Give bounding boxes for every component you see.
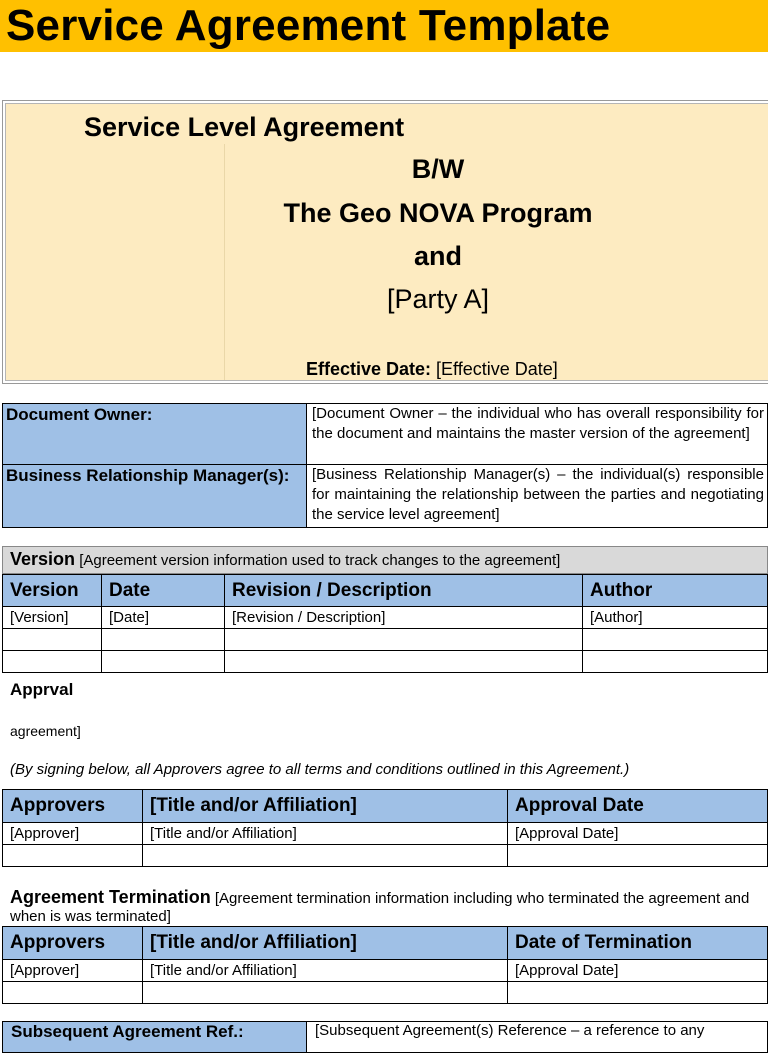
termination-section-header bbox=[10, 888, 750, 926]
approval-subtext: agreement] bbox=[10, 723, 81, 739]
brm-label: Business Relationship Manager(s): bbox=[3, 465, 307, 528]
table-header-row bbox=[3, 927, 768, 960]
subsequent-agreement-value[interactable]: [Subsequent Agreement(s) Reference – a reference to any bbox=[307, 1022, 768, 1053]
table-header-row bbox=[3, 575, 768, 607]
version-title: Version bbox=[10, 549, 76, 569]
table-row bbox=[3, 982, 768, 1004]
empty-cell[interactable] bbox=[508, 982, 768, 1004]
version-description: [Agreement version information used to track changes to the agreement] bbox=[75, 552, 561, 569]
title-banner bbox=[0, 0, 768, 52]
col-header-title-affiliation: [Title and/or Affiliation] bbox=[143, 790, 508, 823]
document-title: Service Agreement Template bbox=[6, 1, 611, 50]
cell-approver[interactable]: [Approver] bbox=[3, 823, 143, 845]
col-header-title-affiliation: [Title and/or Affiliation] bbox=[143, 927, 508, 960]
table-row bbox=[3, 607, 768, 629]
cover-box bbox=[2, 100, 768, 384]
col-header-approvers: Approvers bbox=[3, 927, 143, 960]
termination-description: [Agreement termination information including who terminated the agreement and when is was terminated] bbox=[10, 890, 750, 925]
document-owner-value[interactable]: [Document Owner – the individual who has overall responsibility for the document and maintains the master version of the agreement] bbox=[307, 404, 768, 465]
cell-revision[interactable]: [Revision / Description] bbox=[225, 607, 583, 629]
version-section-header bbox=[2, 546, 768, 574]
empty-cell[interactable] bbox=[508, 845, 768, 867]
cell-title-affiliation[interactable]: [Title and/or Affiliation] bbox=[143, 960, 508, 982]
subsequent-agreement-table bbox=[2, 1021, 768, 1053]
cell-date[interactable]: [Date] bbox=[102, 607, 225, 629]
cell-approver[interactable]: [Approver] bbox=[3, 960, 143, 982]
table-row bbox=[3, 845, 768, 867]
party-name: [Party A] bbox=[386, 284, 490, 314]
empty-cell[interactable] bbox=[102, 651, 225, 673]
empty-cell[interactable] bbox=[583, 651, 768, 673]
cell-title-affiliation[interactable]: [Title and/or Affiliation] bbox=[143, 823, 508, 845]
table-row bbox=[3, 823, 768, 845]
effective-date bbox=[306, 359, 558, 380]
termination-title: Agreement Termination bbox=[10, 887, 211, 907]
col-header-version: Version bbox=[3, 575, 102, 607]
col-header-approvers: Approvers bbox=[3, 790, 143, 823]
cover-panel bbox=[5, 103, 768, 381]
table-row bbox=[3, 651, 768, 673]
empty-cell[interactable] bbox=[102, 629, 225, 651]
col-header-revision: Revision / Description bbox=[225, 575, 583, 607]
cell-version[interactable]: [Version] bbox=[3, 607, 102, 629]
empty-cell[interactable] bbox=[3, 982, 143, 1004]
col-header-approval-date: Approval Date bbox=[508, 790, 768, 823]
brm-value[interactable]: [Business Relationship Manager(s) – the individual(s) responsible for maintaining the relationship between the parties and negotiating the service level agreement] bbox=[307, 465, 768, 528]
empty-cell[interactable] bbox=[3, 651, 102, 673]
termination-table bbox=[2, 926, 768, 1004]
empty-cell[interactable] bbox=[583, 629, 768, 651]
table-row bbox=[3, 629, 768, 651]
sla-title: Service Level Agreement bbox=[84, 112, 405, 142]
cell-author[interactable]: [Author] bbox=[583, 607, 768, 629]
col-header-date: Date bbox=[102, 575, 225, 607]
version-table bbox=[2, 574, 768, 673]
empty-cell[interactable] bbox=[3, 629, 102, 651]
effective-date-label: Effective Date: bbox=[306, 359, 432, 379]
col-header-author: Author bbox=[583, 575, 768, 607]
effective-date-value[interactable]: [Effective Date] bbox=[431, 359, 558, 379]
owner-table bbox=[2, 403, 768, 528]
bw-label: B/W bbox=[411, 154, 465, 184]
program-name: The Geo NOVA Program bbox=[283, 198, 593, 228]
table-header-row bbox=[3, 790, 768, 823]
approval-note: (By signing below, all Approvers agree to all terms and conditions outlined in this Agreement.) bbox=[10, 761, 630, 778]
cell-termination-date[interactable]: [Approval Date] bbox=[508, 960, 768, 982]
subsequent-agreement-label: Subsequent Agreement Ref.: bbox=[3, 1022, 307, 1053]
empty-cell[interactable] bbox=[225, 651, 583, 673]
empty-cell[interactable] bbox=[225, 629, 583, 651]
empty-cell[interactable] bbox=[3, 845, 143, 867]
empty-cell[interactable] bbox=[143, 982, 508, 1004]
col-header-termination-date: Date of Termination bbox=[508, 927, 768, 960]
cell-approval-date[interactable]: [Approval Date] bbox=[508, 823, 768, 845]
and-label: and bbox=[413, 241, 462, 271]
approval-table bbox=[2, 789, 768, 867]
version-section-title bbox=[10, 549, 560, 570]
empty-cell[interactable] bbox=[143, 845, 508, 867]
approval-title: Apprval bbox=[10, 680, 74, 699]
document-owner-label: Document Owner: bbox=[3, 404, 307, 465]
table-row bbox=[3, 960, 768, 982]
